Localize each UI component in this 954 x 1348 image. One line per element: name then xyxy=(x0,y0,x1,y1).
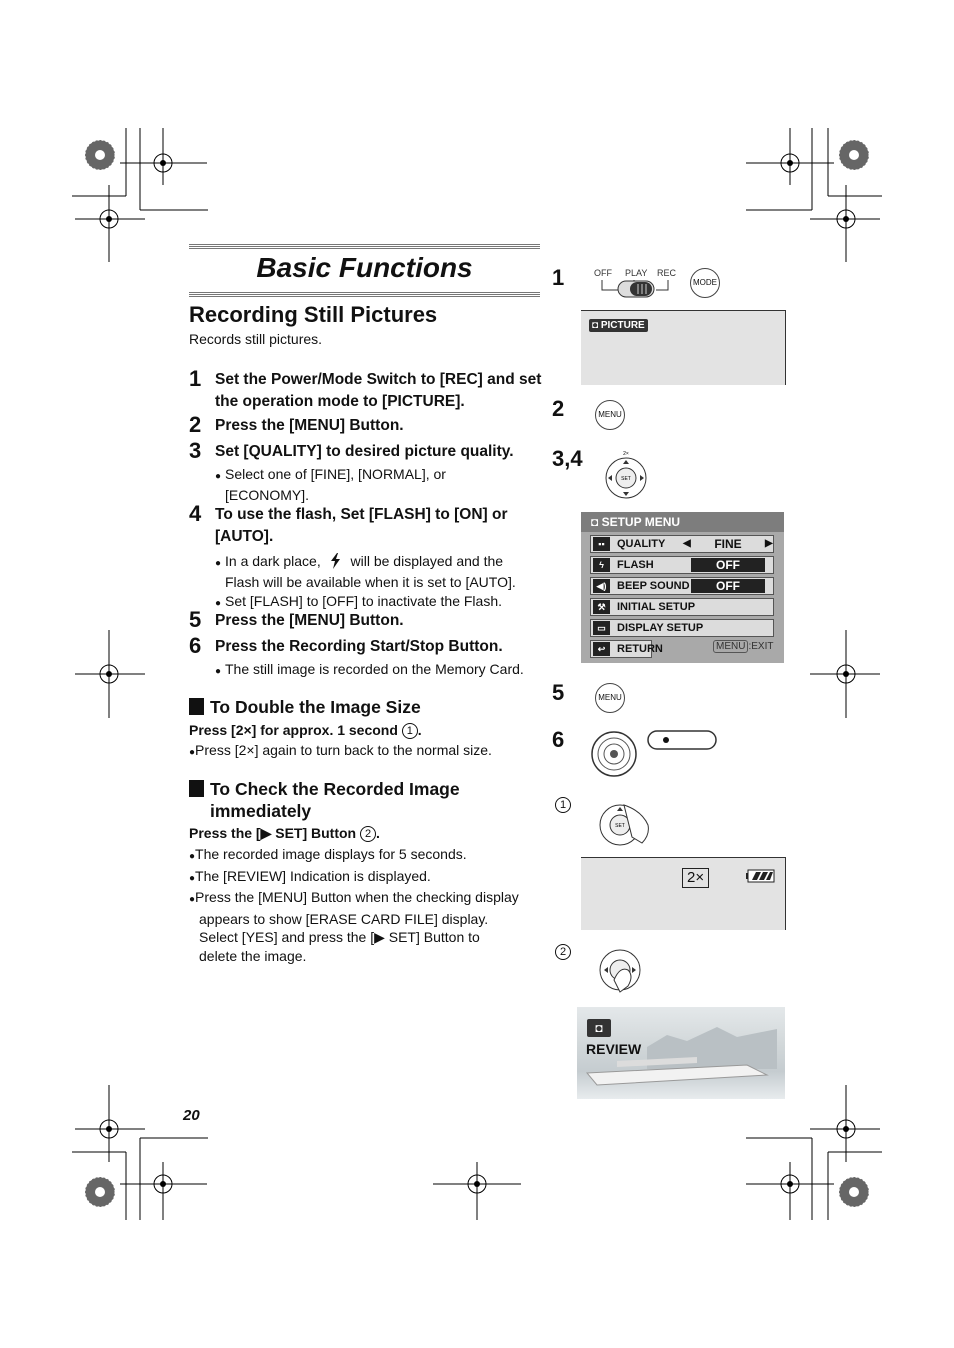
step-text: Set the Power/Mode Switch to [REC] and set the operation mode to [PICTURE]. xyxy=(215,371,542,410)
return-label: RETURN xyxy=(617,643,663,655)
menu-row-flash[interactable] xyxy=(590,556,774,574)
page-header xyxy=(189,244,540,300)
camera-icon: ◘ xyxy=(591,515,599,529)
speaker-icon: ◀) xyxy=(593,579,610,593)
flash-icon xyxy=(325,552,347,570)
note-text: appears to show [ERASE CARD FILE] display. xyxy=(199,910,489,927)
step-text: Set [QUALITY] to desired picture quality. xyxy=(215,443,514,460)
double-size-instruction: Press [2×] for approx. 1 second 1 . xyxy=(189,722,422,738)
bullet-icon: ● xyxy=(189,894,196,905)
check-image-heading xyxy=(189,778,539,822)
switch-label-play: PLAY xyxy=(625,268,648,278)
figure-number-2: 2 xyxy=(552,396,565,421)
note-text: Press [2×] again to turn back to the normal size. xyxy=(195,742,492,758)
step-number: 6 xyxy=(189,633,202,658)
header-rule-bottom xyxy=(189,292,540,297)
header-rule-top xyxy=(189,244,540,249)
figure-number-1: 1 xyxy=(552,265,565,290)
heading-text: immediately xyxy=(210,801,312,821)
recording-start-stop-button[interactable] xyxy=(590,728,720,780)
note-text: Set [FLASH] to [OFF] to inactivate the Flash. xyxy=(225,593,502,609)
setup-menu-title: SETUP MENU xyxy=(601,515,681,529)
step-text: Press the [MENU] Button. xyxy=(215,612,404,629)
menu-row-label: DISPLAY SETUP xyxy=(617,622,704,634)
note-text: Flash will be available when it is set to [AUTO]. xyxy=(225,574,516,590)
battery-icon xyxy=(746,869,776,883)
menu-row-quality[interactable] xyxy=(590,535,774,553)
flash-icon: ϟ xyxy=(593,558,610,572)
menu-row-value: OFF xyxy=(691,558,765,572)
heading-text: To Check the Recorded Image xyxy=(210,779,460,799)
step-number: 3 xyxy=(189,438,202,463)
step-1 xyxy=(189,366,544,413)
step-number: 5 xyxy=(189,607,202,632)
note-text: [ECONOMY]. xyxy=(225,487,310,503)
menu-exit-hint xyxy=(713,641,773,652)
step-5 xyxy=(189,607,544,632)
svg-text:2×: 2× xyxy=(623,451,629,457)
step-6-note xyxy=(215,660,545,681)
mode-button[interactable]: MODE xyxy=(690,268,720,298)
switch-label-off: OFF xyxy=(594,268,612,278)
menu-return[interactable] xyxy=(590,640,663,658)
menu-row-label: INITIAL SETUP xyxy=(617,601,696,613)
svg-text:SET: SET xyxy=(621,476,631,482)
check-image-instruction: Press the [▶ SET] Button 2 . xyxy=(189,825,380,841)
display-icon: ▭ xyxy=(593,621,610,635)
circled-ref-1: 1 xyxy=(402,723,418,739)
power-mode-switch[interactable] xyxy=(598,276,680,300)
step-text: To use the flash, Set [FLASH] to [ON] or [AUTO]. xyxy=(215,506,508,545)
instruction-text: Press the [▶ SET] Button xyxy=(189,825,357,841)
bullet-icon: ● xyxy=(189,851,196,862)
step-3-note xyxy=(215,465,545,505)
bullet-icon: ● xyxy=(215,598,222,609)
page-title: Basic Functions xyxy=(256,252,473,283)
step-6 xyxy=(189,633,544,658)
joystick-diagram[interactable] xyxy=(594,448,658,508)
joystick-press-set-diagram[interactable] xyxy=(590,940,650,1000)
quality-icon: ▪▪ xyxy=(593,537,610,551)
switch-label-rec: REC xyxy=(657,268,677,278)
bullet-icon: ● xyxy=(215,666,222,677)
step-text: Press the Recording Start/Stop Button. xyxy=(215,638,503,655)
joystick-press-up-diagram[interactable] xyxy=(590,795,656,855)
menu-row-display-setup[interactable] xyxy=(590,619,774,637)
menu-row-initial-setup[interactable] xyxy=(590,598,774,616)
review-label: REVIEW xyxy=(586,1041,642,1057)
menu-button[interactable]: MENU xyxy=(595,400,625,430)
arrow-left-icon: ◀ xyxy=(683,538,691,549)
step-number: 4 xyxy=(189,501,202,526)
step-number: 1 xyxy=(189,366,202,391)
page-number: 20 xyxy=(183,1107,200,1124)
exit-text: :EXIT xyxy=(748,641,774,652)
step-4-notes xyxy=(215,552,545,613)
double-size-note xyxy=(189,741,544,763)
arrow-right-icon: ▶ xyxy=(765,538,773,549)
double-size-heading xyxy=(189,696,539,718)
bullet-icon: ● xyxy=(215,558,222,569)
figure-number-3-4: 3,4 xyxy=(552,446,583,471)
lcd-picture-mode xyxy=(581,310,786,385)
menu-key-icon: MENU xyxy=(713,640,748,653)
note-text: The [REVIEW] Indication is displayed. xyxy=(195,867,431,884)
note-text: Select [YES] and press the [▶ SET] Button to xyxy=(199,929,480,945)
note-text: The recorded image displays for 5 seconds. xyxy=(195,846,467,862)
camera-icon: ◘ xyxy=(592,320,599,331)
tag-text: PICTURE xyxy=(600,320,645,331)
menu-row-value: FINE xyxy=(693,537,763,551)
setup-menu-screen xyxy=(581,512,784,663)
circled-number: 1 xyxy=(555,797,571,813)
circled-number: 2 xyxy=(555,944,571,960)
heading-text: To Double the Image Size xyxy=(210,697,421,717)
note-text: The still image is recorded on the Memory Card. xyxy=(225,661,524,677)
review-screen xyxy=(577,1007,785,1099)
step-text: Press the [MENU] Button. xyxy=(215,417,404,434)
heading-square-icon xyxy=(189,780,204,797)
menu-row-label: FLASH xyxy=(617,559,654,571)
figure-number-6: 6 xyxy=(552,727,565,752)
menu-button[interactable]: MENU xyxy=(595,683,625,713)
zoom-2x-indicator: 2× xyxy=(682,868,709,888)
menu-row-label: BEEP SOUND xyxy=(617,580,690,592)
figure-ref-1 xyxy=(555,796,571,814)
lcd-zoom-screen xyxy=(581,857,786,930)
check-image-notes xyxy=(189,845,544,965)
note-text: Press the [MENU] Button when the checking display xyxy=(195,889,519,905)
figure-ref-2 xyxy=(555,943,571,961)
menu-row-beep-sound[interactable] xyxy=(590,577,774,595)
menu-row-value: OFF xyxy=(691,579,765,593)
return-icon: ↩ xyxy=(593,642,610,656)
setup-menu-header xyxy=(581,512,784,532)
heading-square-icon xyxy=(189,698,204,715)
step-2 xyxy=(189,412,544,437)
camera-icon: ◘ xyxy=(587,1019,611,1037)
svg-text:SET: SET xyxy=(615,823,625,829)
step-number: 2 xyxy=(189,412,202,437)
section-subtitle: Records still pictures. xyxy=(189,331,323,347)
bullet-icon: ● xyxy=(189,747,196,758)
circled-ref-2: 2 xyxy=(360,826,376,842)
instruction-text: Press [2×] for approx. 1 second xyxy=(189,722,398,738)
note-text: Select one of [FINE], [NORMAL], or xyxy=(225,466,446,482)
note-text: In a dark place, xyxy=(225,553,321,569)
figure-number-5: 5 xyxy=(552,680,565,705)
bullet-icon: ● xyxy=(189,872,196,884)
note-text: will be displayed and the xyxy=(350,553,504,569)
bullet-icon: ● xyxy=(215,471,222,482)
note-text: delete the image. xyxy=(199,947,307,964)
step-3 xyxy=(189,438,544,463)
section-title: Recording Still Pictures xyxy=(189,302,438,327)
menu-row-label: QUALITY xyxy=(617,538,666,550)
picture-mode-tag xyxy=(589,319,648,332)
wrench-icon: ⚒ xyxy=(593,600,610,614)
step-4 xyxy=(189,501,544,548)
